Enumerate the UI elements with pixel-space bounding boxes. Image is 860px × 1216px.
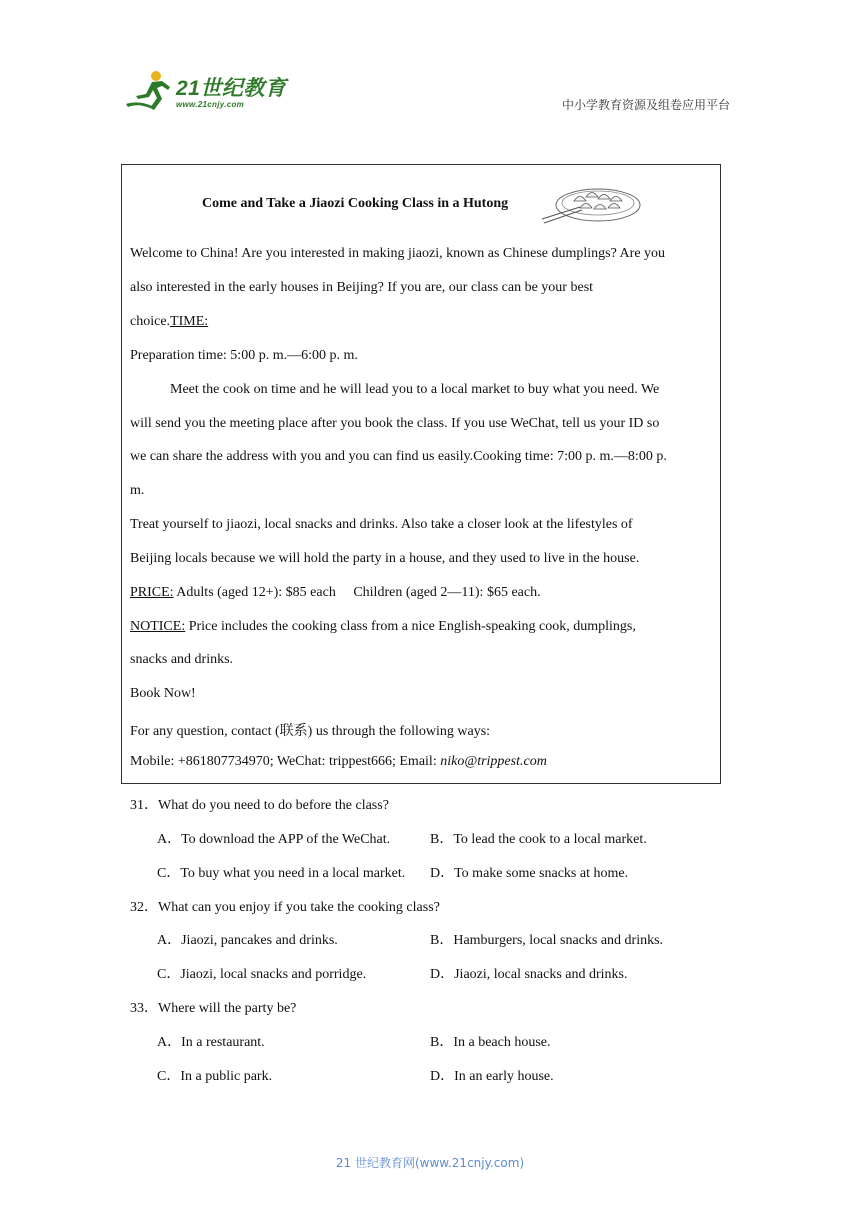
passage-line: Meet the cook on time and he will lead you to a local market to buy what you need. We: [170, 382, 660, 397]
option-d: D．In an early house.: [430, 1069, 554, 1084]
notice-line: [130, 619, 636, 635]
question-stem: 33．Where will the party be?: [130, 1001, 297, 1016]
site-logo: [124, 70, 290, 114]
option-c: C．Jiaozi, local snacks and porridge.: [157, 967, 367, 982]
passage-line: Treat yourself to jiaozi, local snacks and drinks. Also take a closer look at the lifestyles of: [130, 517, 633, 532]
passage-line: Welcome to China! Are you interested in making jiaozi, known as Chinese dumplings? Are you: [130, 246, 666, 261]
option-b: B．Hamburgers, local snacks and drinks.: [430, 933, 664, 948]
option-c: C．In a public park.: [157, 1069, 273, 1084]
notice-label: NOTICE:: [130, 619, 186, 634]
time-label: TIME:: [170, 314, 209, 329]
price-label: PRICE:: [130, 585, 174, 600]
preparation-time: Preparation time: 5:00 p. m.—6:00 p. m.: [130, 348, 358, 363]
logo-url: www.21cnjy.com: [176, 100, 245, 109]
price-line: [130, 585, 541, 601]
notice-text: Price includes the cooking class from a nice English-speaking cook, dumplings,: [185, 619, 636, 634]
mobile-wechat: Mobile: +861807734970; WeChat: trippest666; Email:: [130, 754, 441, 769]
passage-text: choice.: [130, 314, 171, 329]
option-a: A．Jiaozi, pancakes and drinks.: [157, 933, 338, 948]
price-text: Adults (aged 12+): $85 each Children (aged 2—11): $65 each.: [173, 585, 541, 600]
option-d: D．Jiaozi, local snacks and drinks.: [430, 967, 628, 982]
option-b: B．In a beach house.: [430, 1035, 551, 1050]
passage-line: will send you the meeting place after you book the class. If you use WeChat, tell us your ID so: [130, 416, 660, 431]
footer-link[interactable]: 21 世纪教育网(www.21cnjy.com): [335, 1156, 525, 1170]
passage-line: also interested in the early houses in Beijing? If you are, our class can be your best: [130, 280, 594, 295]
logo-text: 21世纪教育: [176, 77, 287, 100]
passage-line: snacks and drinks.: [130, 652, 234, 667]
book-now: Book Now!: [130, 686, 196, 701]
dumpling-plate-icon: [540, 179, 642, 227]
passage-line: [130, 314, 208, 330]
passage-line: Beijing locals because we will hold the party in a house, and they used to live in the house.: [130, 551, 640, 566]
passage-line: we can share the address with you and you can find us easily.Cooking time: 7:00 p. m.—8:00 p.: [130, 449, 667, 464]
option-a: A．In a restaurant.: [157, 1035, 265, 1050]
runner-logo-icon: [124, 70, 174, 114]
passage-title: Come and Take a Jiaozi Cooking Class in a Hutong: [202, 196, 509, 211]
question-stem: 32．What can you enjoy if you take the cooking class?: [130, 900, 440, 915]
passage-line: m.: [130, 483, 145, 498]
contact-line: For any question, contact (联系) us through the following ways:: [130, 724, 491, 739]
option-b: B．To lead the cook to a local market.: [430, 832, 647, 847]
email-address: niko@trippest.com: [440, 754, 547, 769]
option-a: A．To download the APP of the WeChat.: [157, 832, 391, 847]
platform-name: 中小学教育资源及组卷应用平台: [561, 98, 730, 112]
option-d: D．To make some snacks at home.: [430, 866, 629, 881]
question-stem: 31．What do you need to do before the class?: [130, 798, 389, 813]
option-c: C．To buy what you need in a local market.: [157, 866, 406, 881]
contact-details: [130, 754, 547, 770]
